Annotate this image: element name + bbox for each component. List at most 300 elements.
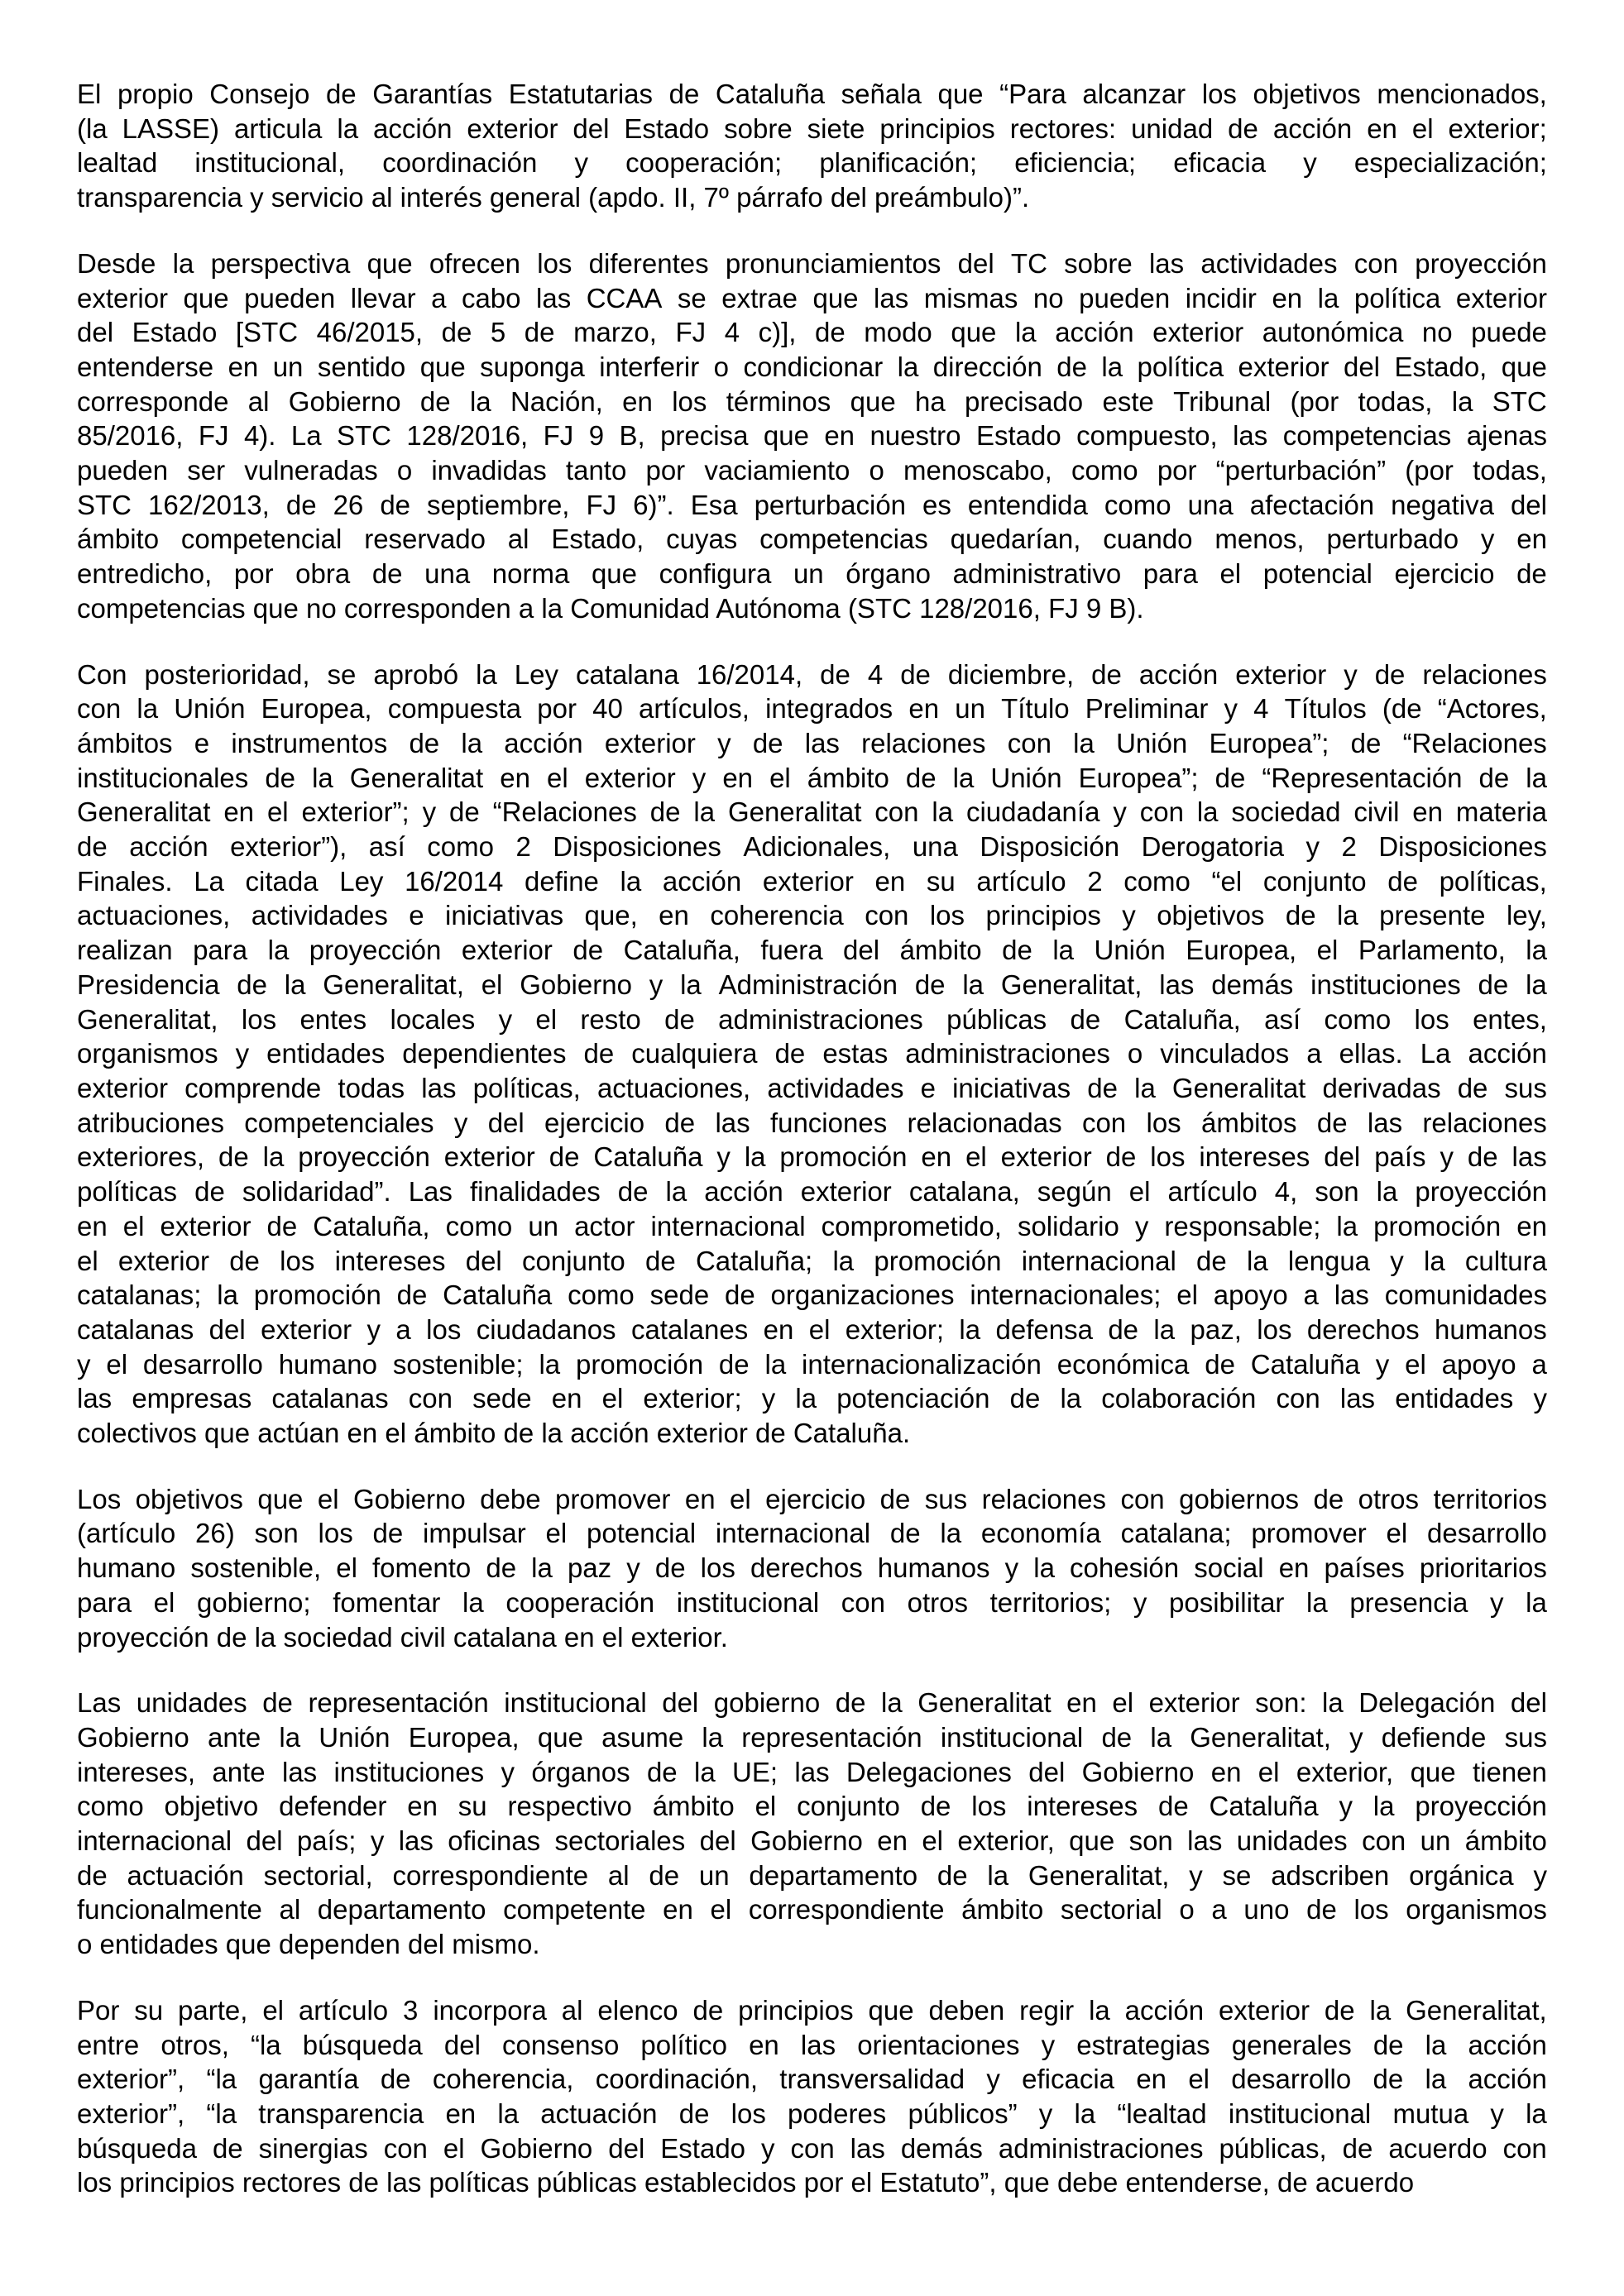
word: y	[1004, 1552, 1019, 1584]
word: la	[1153, 1313, 1176, 1345]
word: organizaciones	[770, 1280, 955, 1311]
word: afectación	[1249, 489, 1375, 520]
word: para	[77, 1586, 132, 1618]
word: la	[1425, 2064, 1447, 2095]
word: vaciamiento	[704, 455, 850, 486]
word: colaboración	[1101, 1383, 1257, 1414]
word: diciembre,	[947, 658, 1075, 690]
word: asume	[601, 1721, 684, 1753]
text-line	[77, 1586, 1547, 1620]
word: al	[279, 1894, 301, 1925]
word: sede	[649, 1280, 710, 1311]
word: extrae	[721, 282, 798, 313]
word: que	[257, 1483, 304, 1514]
word: entendida	[967, 489, 1088, 520]
word: atribuciones	[77, 1107, 224, 1138]
text-line	[77, 795, 1547, 830]
word: los	[280, 1245, 315, 1276]
word: son	[1128, 1825, 1173, 1857]
word: articula	[234, 112, 323, 144]
word: con	[790, 2132, 835, 2164]
text-line	[77, 112, 1547, 146]
word: precisa	[660, 420, 749, 452]
word: “la	[206, 2097, 237, 2129]
word: pueden	[77, 455, 169, 486]
word: relaciones	[861, 727, 986, 758]
word: un	[528, 1210, 559, 1241]
word: vinculados	[1160, 1038, 1290, 1069]
word: Generalitat,	[1406, 1994, 1547, 2026]
word: Europea”;	[1078, 762, 1199, 793]
word: ofrecen	[429, 247, 520, 279]
word: condicionar	[743, 351, 884, 382]
word: institucional	[676, 1586, 820, 1618]
word: sostenible;	[392, 1348, 524, 1380]
word: en	[1278, 1552, 1310, 1584]
word: Estado,	[1394, 351, 1487, 382]
word: y	[1490, 2097, 1504, 2129]
word: menoscabo,	[903, 455, 1052, 486]
word: STC	[337, 420, 391, 452]
word: humano	[77, 1552, 176, 1584]
word: ámbito	[961, 1894, 1044, 1925]
word: todas	[338, 1072, 405, 1103]
word: (de	[1382, 693, 1422, 725]
word: internacional	[77, 1825, 232, 1857]
text-line	[77, 1993, 1547, 2028]
word: locales	[390, 1003, 476, 1035]
word: país	[1374, 1141, 1426, 1173]
word: rectores:	[1009, 112, 1117, 144]
word: [STC	[235, 317, 299, 348]
word: de	[1350, 727, 1382, 758]
word: en	[500, 762, 530, 793]
word: “perturbación”	[1215, 455, 1387, 486]
word: la	[987, 1859, 1009, 1891]
word: exterior	[1218, 1994, 1310, 2026]
word: con	[1139, 796, 1184, 828]
word: Derogatoria	[1141, 831, 1285, 863]
word: Nación,	[510, 385, 603, 417]
word: los	[929, 900, 965, 931]
word: de	[692, 1994, 724, 2026]
word: política	[1353, 282, 1441, 313]
word: del	[699, 1825, 736, 1857]
word: una	[424, 558, 471, 590]
word: la	[172, 247, 194, 279]
word: un	[955, 693, 985, 725]
word: derivadas	[1322, 1072, 1441, 1103]
word: y	[366, 1313, 381, 1345]
word: de	[572, 935, 604, 966]
word: el	[1405, 1348, 1426, 1380]
word: el	[965, 1141, 987, 1173]
word: artículo	[1167, 1176, 1258, 1208]
word: que	[812, 282, 859, 313]
word: de	[266, 1210, 298, 1241]
word: Desde	[77, 247, 156, 279]
word: la	[1336, 1210, 1358, 1241]
word: Esa	[690, 489, 738, 520]
word: el	[266, 796, 289, 828]
word: con	[1120, 1483, 1165, 1514]
word: instrumentos	[231, 727, 388, 758]
word: de	[1108, 1313, 1139, 1345]
word: reservado	[364, 524, 486, 555]
word: un	[698, 1859, 730, 1891]
word: Estatutarias	[508, 79, 654, 109]
word: de	[524, 317, 555, 348]
word: exterior	[584, 762, 676, 793]
word: según	[1037, 1176, 1112, 1208]
word: el	[481, 969, 503, 1000]
text-line	[77, 726, 1547, 761]
word: el	[1112, 1687, 1134, 1719]
word: pueden	[244, 282, 336, 313]
word: acción	[1468, 1038, 1547, 1069]
word: de	[449, 796, 480, 828]
text-line	[77, 898, 1547, 933]
word: las	[1233, 420, 1268, 452]
word: gobierno	[713, 1687, 821, 1719]
word: y	[1349, 1721, 1363, 1753]
word: exterior	[261, 1313, 352, 1345]
word: competente	[503, 1894, 646, 1925]
word: apoyo	[1213, 1280, 1288, 1311]
text-line	[77, 1071, 1547, 1106]
word: la	[1372, 1791, 1395, 1822]
word: desarrollo	[142, 1348, 263, 1380]
word: LASSE)	[122, 112, 220, 144]
word: dirección	[932, 351, 1042, 382]
word: impulsar	[423, 1518, 526, 1549]
word: Delegaciones	[846, 1756, 1012, 1787]
word: territorios;	[989, 1586, 1112, 1618]
word: y	[422, 796, 437, 828]
word: la	[932, 796, 954, 828]
text-line	[77, 864, 1547, 899]
word: a	[1531, 1348, 1547, 1380]
word: así	[1264, 1003, 1301, 1035]
word: las	[536, 282, 572, 313]
word: Cataluña	[1250, 1348, 1360, 1380]
word: exterior	[1148, 1687, 1240, 1719]
text-line	[77, 419, 1547, 453]
word: solidaridad”.	[242, 1176, 391, 1208]
word: Con	[77, 658, 127, 690]
word: la	[1322, 1687, 1344, 1719]
word: internacionalización	[802, 1348, 1042, 1380]
word: coordinación	[382, 147, 538, 179]
word: cuyas	[666, 524, 738, 555]
word: y	[574, 147, 588, 179]
word: de	[1516, 558, 1547, 590]
word: modo	[864, 317, 932, 348]
word: la	[267, 935, 290, 966]
word: 6)”.	[633, 489, 674, 520]
word: (artículo	[77, 1518, 176, 1549]
word: ciudadanía	[965, 796, 1100, 828]
word: intereses	[1027, 1791, 1138, 1822]
word: son:	[1255, 1687, 1307, 1719]
word: Generalitat	[917, 1687, 1052, 1719]
word: de	[1478, 762, 1510, 793]
word: con	[408, 1383, 453, 1414]
word: y	[626, 1552, 640, 1584]
word: STC	[1492, 385, 1547, 417]
word: sobre	[724, 112, 793, 144]
word: la	[744, 1141, 766, 1173]
word: Cataluña	[1209, 1791, 1319, 1822]
word: Gobierno	[352, 1483, 466, 1514]
word: a	[1303, 1280, 1319, 1311]
word: fomentar	[333, 1586, 441, 1618]
text-line	[77, 246, 1547, 281]
word: los	[241, 1003, 277, 1035]
word: “Relaciones	[492, 796, 637, 828]
paragraph	[77, 658, 1547, 1451]
word: ellas.	[1339, 1038, 1403, 1069]
word: acuerdo	[1388, 2132, 1487, 2164]
word: su	[926, 865, 956, 897]
word: de	[1342, 2132, 1373, 2164]
word: cultura	[1464, 1245, 1547, 1276]
word: objetivos	[1157, 900, 1265, 931]
word: desarrollo	[1231, 2064, 1352, 2095]
word: del	[1343, 351, 1381, 382]
word: al	[507, 524, 529, 555]
word: exterior	[1238, 351, 1329, 382]
word: paz,	[1190, 1313, 1242, 1345]
word: pueden	[1079, 282, 1171, 313]
word: Disposiciones	[1378, 831, 1547, 863]
word: la	[832, 1245, 855, 1276]
word: potenciación	[836, 1383, 990, 1414]
word: autonómica	[1262, 317, 1404, 348]
word: artículo	[298, 1994, 389, 2026]
word: Presidencia	[77, 969, 220, 1000]
word: en	[1412, 796, 1444, 828]
word: “la	[250, 2029, 281, 2060]
word: promover	[555, 1483, 671, 1514]
word: públicos”	[908, 2097, 1018, 2129]
word: acción	[1468, 2029, 1547, 2060]
word: en	[622, 385, 653, 417]
word: acción	[1138, 658, 1219, 690]
word: este	[1102, 385, 1154, 417]
word: exterior;	[845, 1313, 945, 1345]
word: empresas	[132, 1383, 252, 1414]
word: exterior	[443, 1141, 535, 1173]
word: las	[282, 1756, 318, 1787]
word: con	[77, 693, 122, 725]
word: de	[1087, 1072, 1118, 1103]
text-line	[77, 1482, 1547, 1517]
word: unidades	[136, 1687, 247, 1719]
word: las	[1148, 247, 1185, 279]
word: ámbito	[807, 762, 889, 793]
word: y	[716, 1141, 731, 1173]
word: de	[325, 79, 357, 109]
word: Generalitat	[727, 796, 862, 828]
word: Generalitat	[1171, 1072, 1306, 1103]
word: el	[755, 1791, 777, 1822]
word: acción	[129, 831, 208, 863]
word: administrativo	[952, 558, 1122, 590]
word: un	[1420, 1825, 1451, 1857]
text-line	[77, 2131, 1547, 2166]
word: de	[1002, 935, 1032, 966]
word: define	[524, 865, 599, 897]
word: Europea,	[261, 693, 372, 725]
word: de	[1105, 1141, 1137, 1173]
word: nuestro	[869, 420, 961, 452]
word: exterior	[1235, 658, 1327, 690]
word: institucional,	[194, 147, 346, 179]
word: el	[1219, 558, 1242, 590]
word: de	[372, 1518, 404, 1549]
word: de	[1009, 1383, 1041, 1414]
word: promoción	[253, 1280, 381, 1311]
word: los	[971, 1791, 1007, 1822]
word: promoción	[874, 1245, 1002, 1276]
word: en	[921, 1141, 952, 1173]
word: o	[396, 455, 413, 486]
word: Cataluña;	[695, 1245, 813, 1276]
word: exterior	[461, 935, 553, 966]
word: con	[841, 1586, 885, 1618]
word: administraciones	[905, 1038, 1110, 1069]
word: entenderse	[77, 351, 214, 382]
word: acción	[1468, 2064, 1547, 2095]
word: ámbito	[899, 935, 982, 966]
word: que	[419, 351, 466, 382]
word: los	[1201, 79, 1237, 109]
word: del	[957, 247, 994, 279]
word: la	[337, 112, 359, 144]
word: los	[1150, 1141, 1186, 1173]
word: con	[1502, 2132, 1547, 2164]
word: y	[1344, 658, 1358, 690]
word: con	[1362, 1825, 1406, 1857]
word: los	[1353, 1894, 1389, 1925]
word: de	[820, 658, 850, 690]
word: y	[498, 1003, 513, 1035]
word: La	[194, 865, 224, 897]
word: actuación	[540, 2097, 658, 2129]
word: de	[668, 79, 700, 109]
word: en	[1136, 2064, 1167, 2095]
word: y	[717, 727, 731, 758]
word: correspondiente	[392, 1859, 589, 1891]
word: relaciones	[1422, 658, 1547, 690]
word: la	[693, 796, 716, 828]
word: eficacia	[1173, 147, 1267, 179]
word: de	[649, 1859, 680, 1891]
word: del	[1324, 1141, 1361, 1173]
word: Europea,	[408, 1721, 520, 1753]
word: funcionalmente	[77, 1894, 262, 1925]
word: acción	[373, 112, 453, 144]
word: de	[914, 969, 946, 1000]
paragraph	[77, 246, 1547, 626]
word: la	[462, 1586, 484, 1618]
word: políticas,	[1439, 865, 1547, 897]
word: Gobierno	[520, 969, 632, 1000]
word: sociedad	[1231, 796, 1341, 828]
word: de	[1372, 2064, 1404, 2095]
word: la	[962, 969, 984, 1000]
word: el	[710, 1894, 732, 1925]
word: de	[1324, 1994, 1355, 2026]
word: actividades	[1200, 247, 1338, 279]
word: Estado	[660, 2132, 746, 2164]
word: los	[672, 385, 707, 417]
word: de	[237, 969, 267, 1000]
word: de	[718, 1348, 750, 1380]
word: de	[814, 317, 846, 348]
word: de	[371, 558, 403, 590]
word: consenso	[502, 2029, 620, 2060]
word: de	[1157, 1791, 1189, 1822]
word: así	[368, 831, 405, 863]
word: pronunciamientos	[725, 247, 941, 279]
word: intereses	[1199, 1141, 1310, 1173]
word: que	[763, 420, 809, 452]
word: objetivo	[164, 1791, 259, 1822]
word: la	[279, 1721, 301, 1753]
word: actuación	[127, 1859, 244, 1891]
word: y	[761, 2132, 775, 2164]
word: eficiencia;	[1014, 147, 1137, 179]
word: economía	[980, 1518, 1101, 1549]
word: intereses	[334, 1245, 446, 1276]
word: objetivos	[135, 1483, 243, 1514]
word: son	[1315, 1176, 1359, 1208]
word: las	[421, 1072, 457, 1103]
word: Generalitat,	[1000, 969, 1143, 1000]
word: perspectiva	[210, 247, 351, 279]
word: de	[285, 489, 317, 520]
word: de	[649, 796, 681, 828]
word: civil	[1353, 796, 1400, 828]
word: no	[1032, 282, 1064, 313]
word: instituciones	[1310, 969, 1461, 1000]
word: o	[1179, 1894, 1195, 1925]
word: humanos	[877, 1552, 990, 1584]
word: posibilitar	[1169, 1586, 1285, 1618]
word: la	[1451, 385, 1473, 417]
word: iniciativas	[952, 1072, 1071, 1103]
word: la	[1424, 1245, 1445, 1276]
word: y	[1390, 1245, 1404, 1276]
word: catalanes	[630, 1313, 749, 1345]
word: de	[1372, 2029, 1404, 2060]
word: ante	[207, 1721, 261, 1753]
word: la	[1060, 1383, 1082, 1414]
word: el	[1411, 112, 1434, 144]
word: en	[445, 2097, 477, 2129]
word: y	[235, 1038, 250, 1069]
word: derechos	[750, 1552, 863, 1584]
word: c)],	[758, 317, 797, 348]
text-line	[77, 2062, 1547, 2097]
word: Ley	[339, 865, 384, 897]
word: FJ	[675, 317, 707, 348]
word: territorios	[1433, 1483, 1547, 1514]
word: de	[835, 1687, 866, 1719]
word: que,	[584, 900, 638, 931]
